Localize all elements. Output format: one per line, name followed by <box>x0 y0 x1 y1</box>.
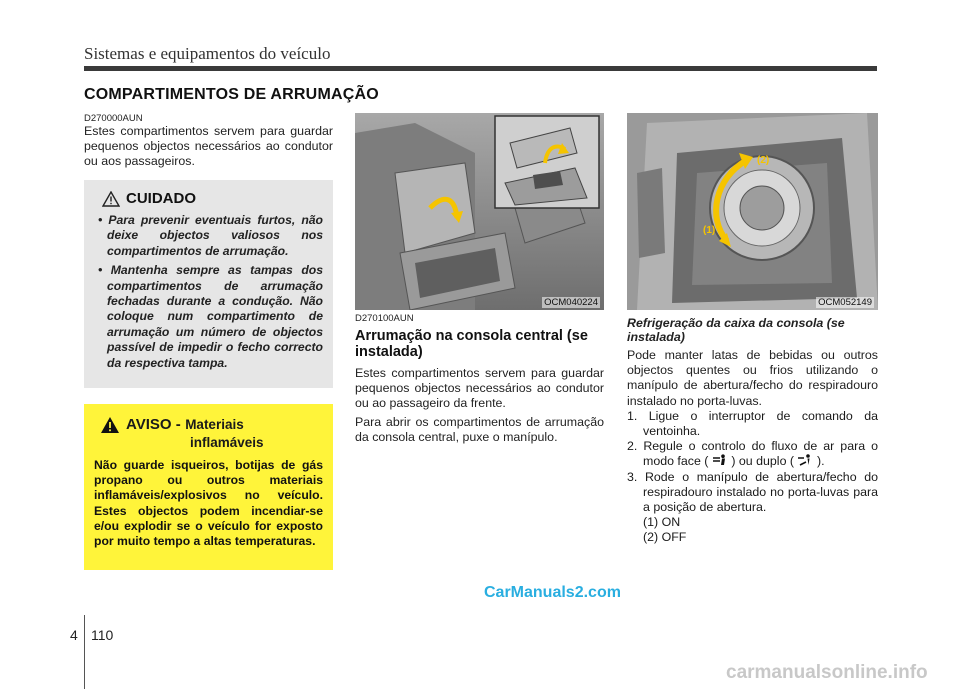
cooling-step: 3. Rode o manípulo de abertura/fecho do respiradouro instalado no porta-luvas para a posição de abertura. <box>627 469 878 515</box>
cooling-option: (1) ON <box>643 515 681 530</box>
console-para: Estes compartimentos servem para guardar pequenos objectos necessários ao condutor ou ao passageiro da frente. <box>355 366 604 411</box>
console-figure <box>355 113 604 310</box>
console-column <box>355 313 604 445</box>
intro-text: Estes compartimentos servem para guardar pequenos objectos necessários ao condutor ou aos passageiros. <box>84 124 333 169</box>
figure-code: OCM052149 <box>818 297 872 308</box>
warning-box <box>84 404 333 570</box>
intro-column <box>84 113 333 170</box>
caution-item: • Mantenha sempre as tampas dos compartimentos de arrumação fechadas durante a condução. Não coloque num compartimento de arrumação um número de objectos passível de impedir o fecho correcto da respectiva tampa. <box>98 263 323 370</box>
cooling-step: 1. Ligue o interruptor de comando da ventoinha. <box>627 408 878 439</box>
caution-list <box>94 213 323 371</box>
warning-text: Não guarde isqueiros, botijas de gás propano ou outros materiais inflamáveis/explosivos no veículo. Estes objectos podem incendiar-se e/ou explodir se o veículo for exposto por muito tempo a altas temperaturas. <box>94 458 323 549</box>
header-title: Sistemas e equipamentos do veículo <box>84 44 331 63</box>
header-rule <box>84 66 877 71</box>
console-code: D270100AUN <box>355 313 414 324</box>
face-mode-icon <box>712 454 728 466</box>
vent-label-1: (1) <box>703 225 716 236</box>
warning-subtitle: Materiais <box>185 417 244 432</box>
cooling-column <box>627 316 878 546</box>
cooling-step-text: ). <box>816 454 825 469</box>
cooling-para: Pode manter latas de bebidas ou outros objectos quentes ou frios utilizando o manípulo de abertura/fecho do respiradouro instalado no porta-luvas. <box>627 348 878 408</box>
cooling-step-text: 2. Regule o controlo do fluxo de ar para o modo face ( <box>627 439 878 469</box>
page-rule <box>84 615 85 689</box>
warning-label: AVISO - <box>126 416 181 433</box>
vent-label-2: (2) <box>757 155 770 166</box>
section-title: COMPARTIMENTOS DE ARRUMAÇÃO <box>84 86 379 103</box>
warning-triangle-icon <box>100 416 120 434</box>
footer-site-mark: carmanualsonline.info <box>726 662 928 683</box>
caution-title: CUIDADO <box>126 190 196 207</box>
bi-level-mode-icon <box>797 454 813 466</box>
warning-header <box>100 416 323 452</box>
page-number: 110 <box>91 627 114 643</box>
cooling-option: (2) OFF <box>643 530 687 545</box>
caution-box <box>84 180 333 388</box>
caution-item: • Para prevenir eventuais furtos, não deixe objectos valiosos nos compartimentos de arrumação. <box>98 213 323 258</box>
console-illustration <box>355 113 604 310</box>
vent-figure <box>627 113 878 310</box>
section-code: D270000AUN <box>84 113 143 124</box>
console-heading: Arrumação na consola central (se instalada) <box>355 328 588 360</box>
cooling-step-text: ) ou duplo ( <box>731 454 795 469</box>
console-para: Para abrir os compartimentos de arrumação da consola central, puxe o manípulo. <box>355 414 604 444</box>
cooling-heading: Refrigeração da caixa da consola (se instalada) <box>627 316 845 344</box>
caution-triangle-icon <box>102 191 120 207</box>
figure-code: OCM040224 <box>544 297 598 308</box>
cooling-steps <box>627 409 878 515</box>
caution-header <box>102 190 323 207</box>
vent-illustration <box>627 113 878 310</box>
chapter-number: 4 <box>70 627 78 643</box>
watermark: CarManuals2.com <box>484 584 621 601</box>
warning-subtitle: inflamáveis <box>190 435 264 450</box>
cooling-step <box>627 439 878 469</box>
